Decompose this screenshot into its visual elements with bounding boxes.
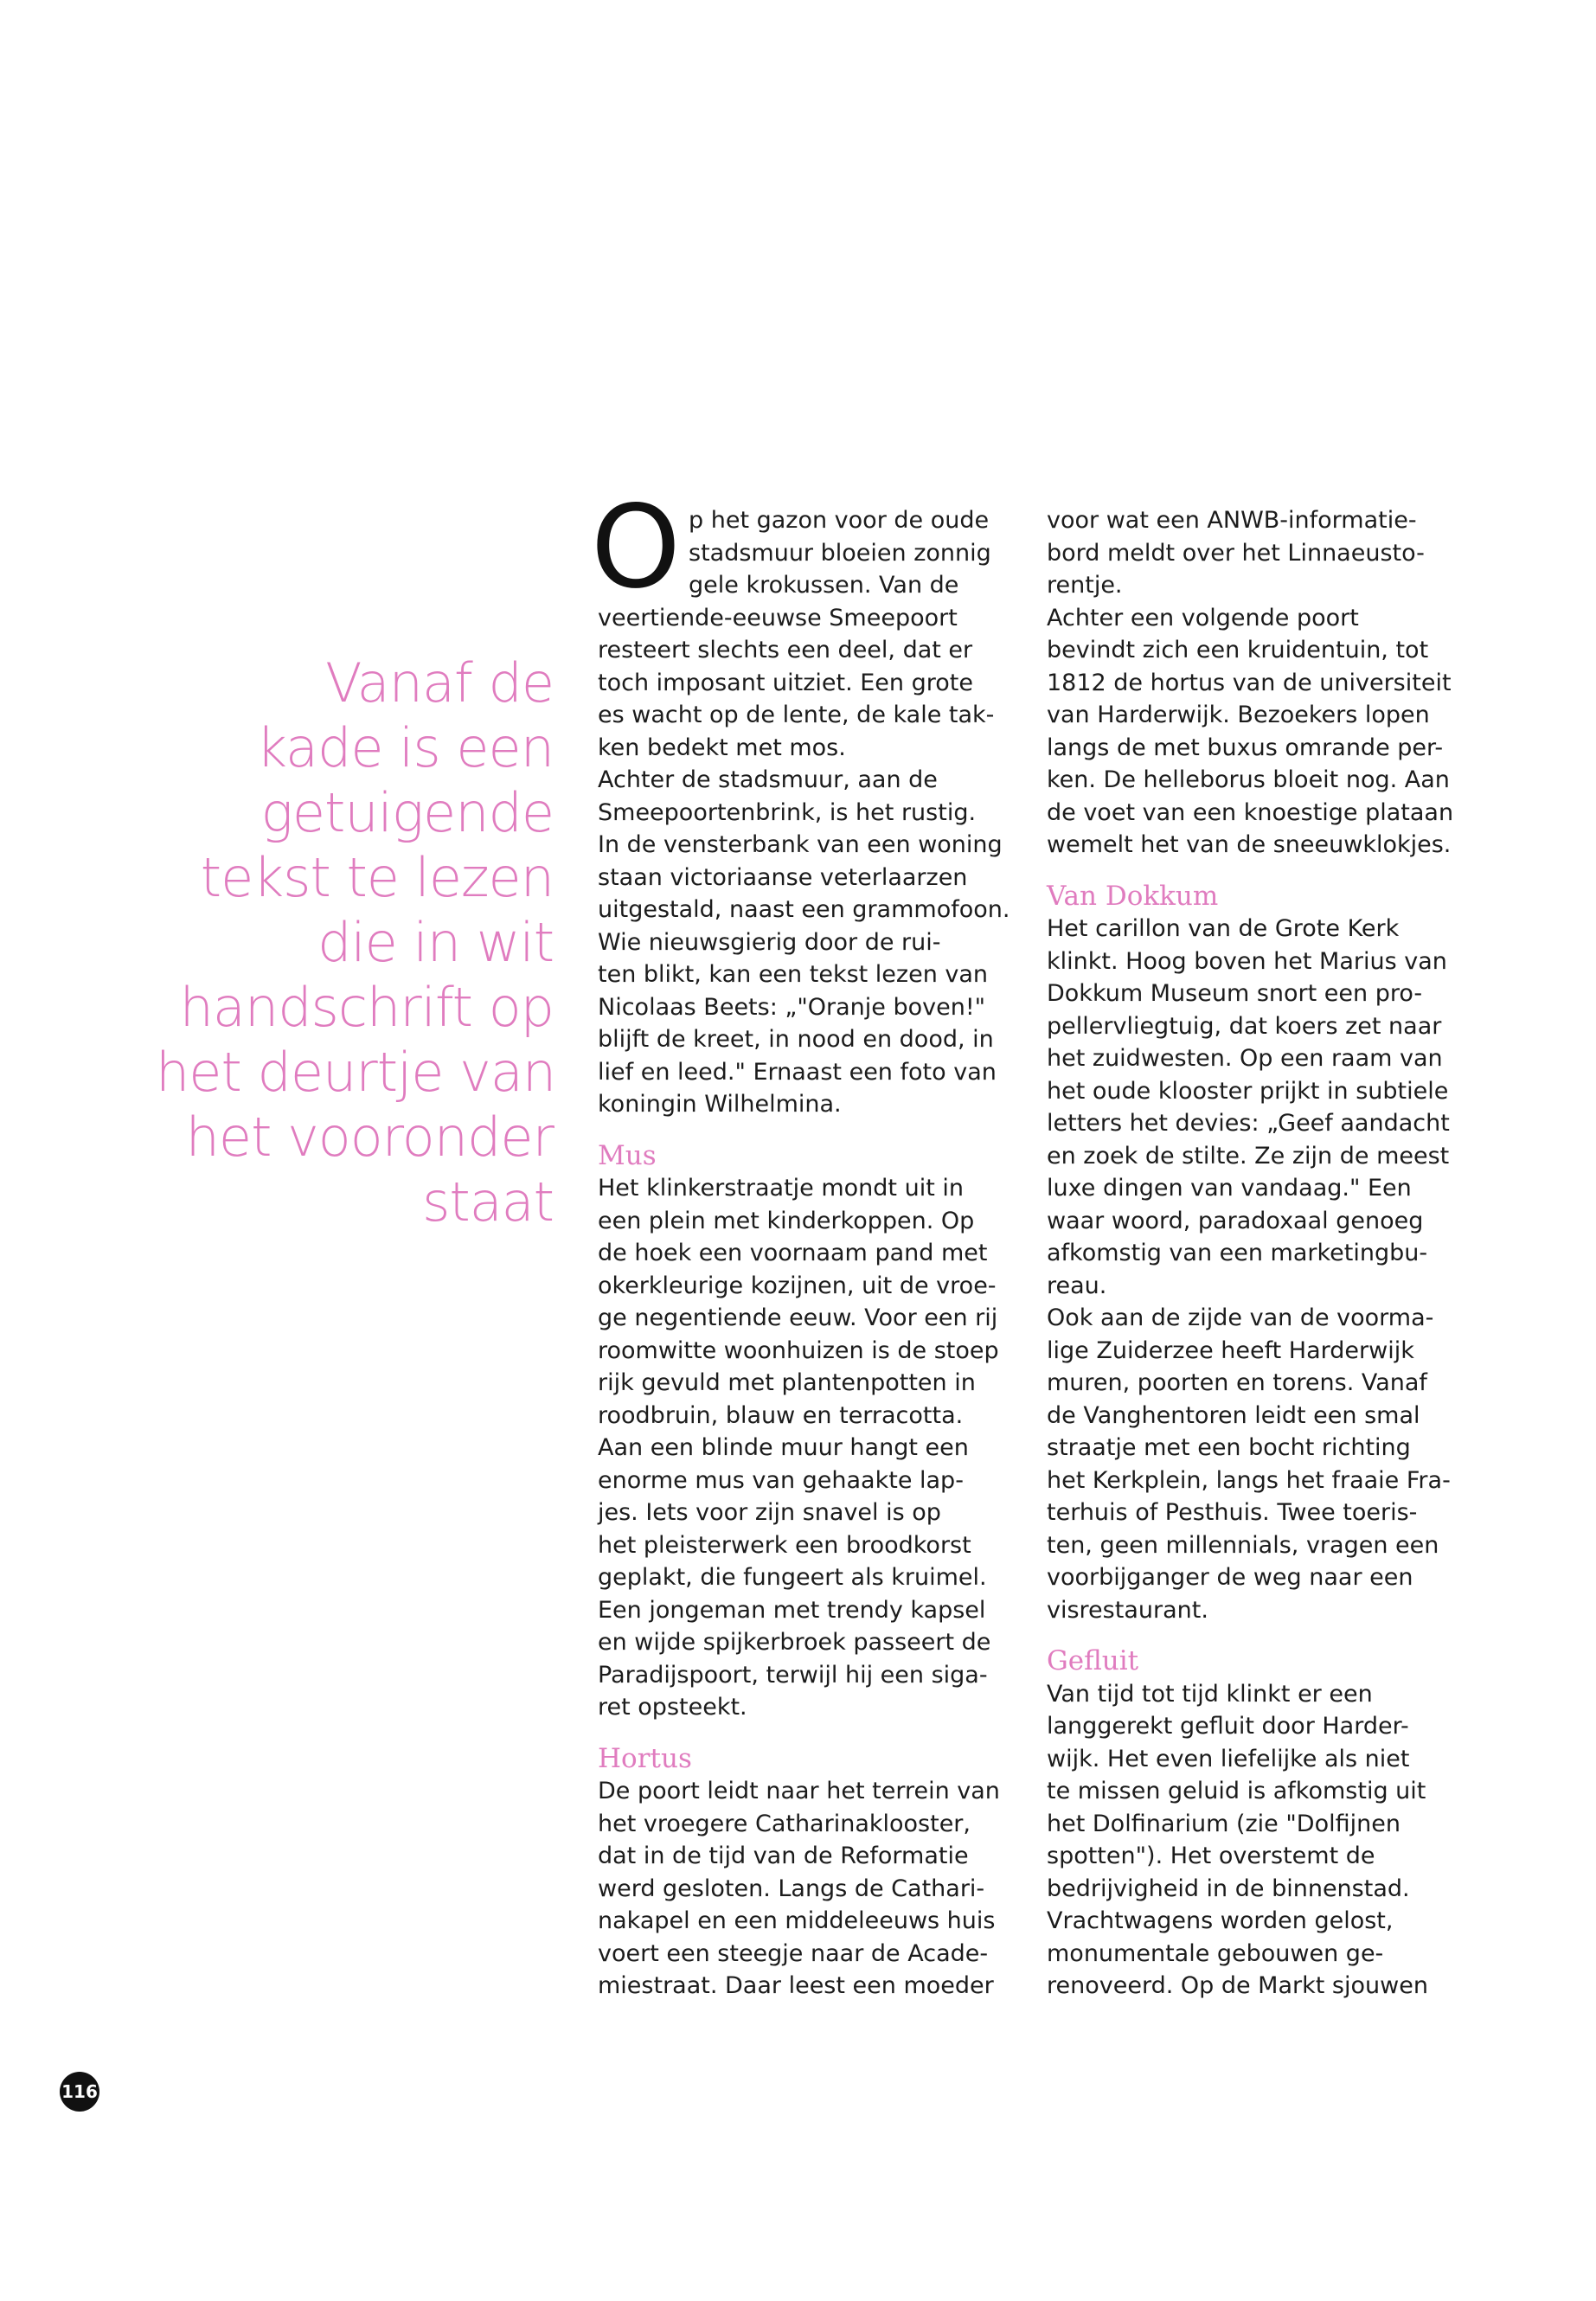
body-line: luxe dingen van vandaag." Een <box>1047 1175 1412 1202</box>
body-line: langgerekt gefluit door Harder- <box>1047 1713 1409 1740</box>
body-line: van Harderwijk. Bezoekers lopen <box>1047 702 1430 728</box>
paragraph-group-van-dokkum <box>1047 913 1462 1626</box>
body-line: een plein met kinderkoppen. Op <box>598 1207 975 1234</box>
body-line: ken bedekt met mos. <box>598 734 846 761</box>
section-heading-gefluit: Gefluit <box>1047 1645 1139 1676</box>
body-line: letters het devies: „Geef aandacht <box>1047 1110 1450 1137</box>
pull-quote-line: handschrift op <box>179 976 554 1039</box>
paragraph-group-hortus <box>598 1775 1000 2003</box>
section-heading-hortus: Hortus <box>598 1742 692 1774</box>
pull-quote-line: het vooronder <box>185 1106 554 1169</box>
body-line: langs de met buxus omrande per- <box>1047 734 1444 761</box>
body-line: Van tijd tot tijd klinkt er een <box>1047 1680 1373 1708</box>
drop-cap: O <box>591 481 681 614</box>
body-line: de voet van een knoestige plataan <box>1047 798 1454 826</box>
body-line: het vroegere Catharinaklooster, <box>598 1810 971 1837</box>
body-line: toch imposant uitziet. Een grote <box>598 669 973 696</box>
body-line: 1812 de hortus van de universiteit <box>1047 669 1452 696</box>
paragraph-group-continued <box>1047 504 1462 862</box>
body-line: voert een steegje naar de Acade- <box>598 1939 989 1967</box>
pull-quote-line: het deurtje van <box>156 1041 556 1104</box>
body-line: Dokkum Museum snort een pro- <box>1047 980 1423 1007</box>
body-line: voor wat een ANWB-informatie- <box>1047 507 1417 534</box>
page-number: 116 <box>60 2072 99 2112</box>
body-line: en zoek de stilte. Ze zijn de meest <box>1047 1142 1450 1170</box>
body-line: te missen geluid is afkomstig uit <box>1047 1778 1426 1804</box>
body-line: jes. Iets voor zijn snavel is op <box>598 1499 941 1526</box>
paragraph-group-mus <box>598 1172 999 1724</box>
body-line: bevindt zich een kruidentuin, tot <box>1047 637 1429 663</box>
body-line: Achter een volgende poort <box>1047 604 1359 631</box>
body-line: renoveerd. Op de Markt sjouwen <box>1047 1972 1428 1999</box>
body-line: klinkt. Hoog boven het Marius van <box>1047 947 1447 975</box>
body-line: nakapel en een middeleeuws huis <box>598 1907 996 1934</box>
section-heading-van-dokkum: Van Dokkum <box>1047 880 1219 912</box>
paragraph-group-gefluit <box>1047 1678 1462 2003</box>
body-line: de hoek een voornaam pand met <box>598 1240 988 1266</box>
article-column-left <box>598 504 1010 2003</box>
body-line: werd gesloten. Langs de Cathari- <box>598 1875 985 1902</box>
body-line: voorbijganger de weg naar een <box>1047 1564 1413 1591</box>
body-line: Paradijspoort, terwijl hij een siga- <box>598 1661 988 1689</box>
pull-quote-line: die in wit <box>317 911 554 974</box>
pull-quote-line: kade is een <box>256 716 554 779</box>
body-line: Wie nieuwsgierig door de rui- <box>598 928 941 956</box>
body-line: bedrijvigheid in de binnenstad. <box>1047 1875 1410 1902</box>
body-line: blijft de kreet, in nood en dood, in <box>598 1026 994 1053</box>
body-line: enorme mus van gehaakte lap- <box>598 1466 964 1494</box>
body-line: Een jongeman met trendy kapsel <box>598 1596 986 1624</box>
article-column-right <box>1047 504 1462 2003</box>
body-line: rijk gevuld met plantenpotten in <box>598 1369 976 1396</box>
body-line: ge negentiende eeuw. Voor een rij <box>598 1304 998 1331</box>
body-line: es wacht op de lente, de kale tak- <box>598 702 995 728</box>
body-line: Nicolaas Beets: „"Oranje boven!" <box>598 993 986 1021</box>
body-line: het oude klooster prijkt in subtiele <box>1047 1077 1449 1105</box>
body-line: resteert slechts een deel, dat er <box>598 637 973 663</box>
pull-quote-line: staat <box>422 1170 554 1234</box>
body-line: Smeepoortenbrink, is het rustig. <box>598 798 977 826</box>
body-line: visrestaurant. <box>1047 1596 1208 1624</box>
body-line: ten blikt, kan een tekst lezen van <box>598 961 989 988</box>
body-line: In de vensterbank van een woning <box>598 831 1003 858</box>
body-line: ten, geen millennials, vragen een <box>1047 1531 1439 1559</box>
body-line: wijk. Het even liefelijke als niet <box>1047 1745 1410 1772</box>
body-line: het Dolfinarium (zie "Dolfijnen <box>1047 1810 1401 1837</box>
body-line: Aan een blinde muur hangt een <box>598 1434 969 1461</box>
pull-quote-line: Vanaf de <box>325 651 554 715</box>
body-line: miestraat. Daar leest een moeder <box>598 1972 994 1999</box>
body-line: afkomstig van een marketingbu- <box>1047 1240 1428 1266</box>
body-line: gele krokussen. Van de <box>689 572 959 599</box>
body-line: waar woord, paradoxaal genoeg <box>1047 1207 1424 1234</box>
body-line: dat in de tijd van de Reformatie <box>598 1843 969 1869</box>
body-line: straatje met een bocht richting <box>1047 1434 1411 1461</box>
body-line: het Kerkplein, langs het fraaie Fra- <box>1047 1466 1451 1494</box>
body-line: monumentale gebouwen ge- <box>1047 1939 1384 1967</box>
body-line: okerkleurige kozijnen, uit de vroe- <box>598 1272 997 1299</box>
body-line: De poort leidt naar het terrein van <box>598 1778 1000 1804</box>
body-line: Achter de stadsmuur, aan de <box>598 766 938 793</box>
body-line: veertiende-eeuwse Smeepoort <box>598 604 958 631</box>
body-line: muren, poorten en torens. Vanaf <box>1047 1369 1427 1396</box>
body-line: terhuis of Pesthuis. Twee toeris- <box>1047 1499 1418 1526</box>
body-line: roomwitte woonhuizen is de stoep <box>598 1336 999 1364</box>
body-line: staan victoriaanse veterlaarzen <box>598 863 968 891</box>
section-heading-mus: Mus <box>598 1139 657 1171</box>
body-line: koningin Wilhelmina. <box>598 1091 842 1118</box>
pull-quote-line: tekst te lezen <box>200 846 554 909</box>
body-line: rentje. <box>1047 572 1123 599</box>
body-line: p het gazon voor de oude <box>689 507 990 534</box>
body-line: de Vanghentoren leidt een smal <box>1047 1401 1420 1429</box>
body-line: uitgestald, naast een grammofoon. <box>598 896 1010 923</box>
body-line: stadsmuur bloeien zonnig <box>689 539 991 567</box>
paragraph-group-intro <box>598 602 1010 1121</box>
body-line: pellervliegtuig, dat koers zet naar <box>1047 1012 1442 1040</box>
body-line: bord meldt over het Linnaeusto- <box>1047 539 1425 567</box>
body-line: Het carillon van de Grote Kerk <box>1047 915 1400 942</box>
body-line: roodbruin, blauw en terracotta. <box>598 1401 964 1429</box>
body-line: ret opsteekt. <box>598 1694 747 1721</box>
body-line: reau. <box>1047 1272 1107 1299</box>
body-line: Ook aan de zijde van de voorma- <box>1047 1304 1434 1331</box>
body-line: geplakt, die fungeert als kruimel. <box>598 1564 987 1591</box>
body-line: het zuidwesten. Op een raam van <box>1047 1045 1443 1072</box>
body-line: Het klinkerstraatje mondt uit in <box>598 1175 964 1202</box>
pull-quote <box>156 651 554 1234</box>
body-line: het pleisterwerk een broodkorst <box>598 1531 971 1559</box>
body-line: lige Zuiderzee heeft Harderwijk <box>1047 1336 1414 1364</box>
body-line: en wijde spijkerbroek passeert de <box>598 1629 991 1656</box>
body-line: Vrachtwagens worden gelost, <box>1047 1907 1394 1934</box>
body-line: wemelt het van de sneeuwklokjes. <box>1047 831 1452 858</box>
pull-quote-line: getuigende <box>260 781 554 844</box>
body-line: lief en leed." Ernaast een foto van <box>598 1058 997 1086</box>
body-line: ken. De helleborus bloeit nog. Aan <box>1047 766 1450 793</box>
body-line: spotten"). Het overstemt de <box>1047 1843 1375 1869</box>
